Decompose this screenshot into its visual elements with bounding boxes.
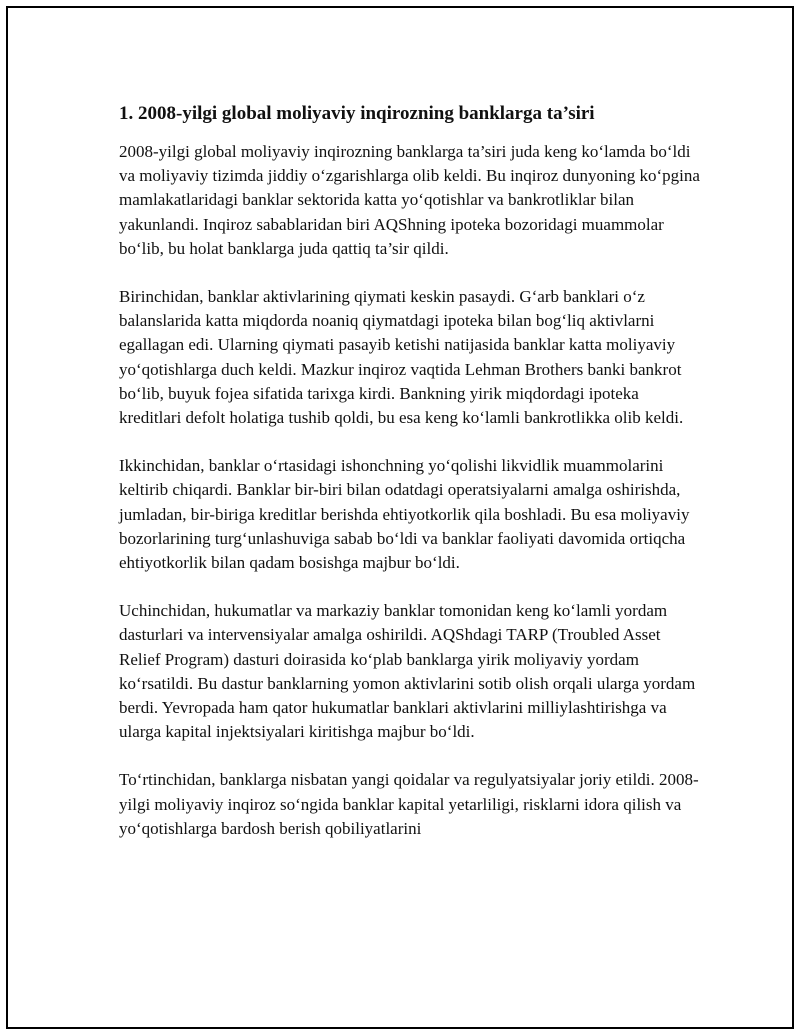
paragraph-fourth-point: To‘rtinchidan, banklarga nisbatan yangi qoidalar va regulyatsiyalar joriy etildi. 2008-yilgi moliyaviy inqiroz so‘ngida banklar kapital yetarliligi, risklarni idora qilish va yo‘qotishlarga bardosh berish qobiliyatlarini	[119, 770, 699, 838]
paragraph-intro: 2008-yilgi global moliyaviy inqirozning banklarga ta’siri juda keng ko‘lamda bo‘ldi va moliyaviy tizimda jiddiy o‘zgarishlarga olib keldi. Bu inqiroz dunyoning ko‘pgina mamlakatlaridagi banklar sektorida katta yo‘qotishlar va bankrotliklar bilan yakunlandi. Inqiroz sabablaridan biri AQShning ipoteka bozoridagi muammolar bo‘lib, bu holat banklarga juda qattiq ta’sir qildi.	[119, 142, 700, 258]
page-frame	[6, 6, 794, 1029]
paragraph-second-point: Ikkinchidan, banklar o‘rtasidagi ishonchning yo‘qolishi likvidlik muammolarini keltirib chiqardi. Banklar bir-biri bilan odatdagi operatsiyalarni amalga oshirishda, jumladan, bir-biriga kreditlar berishda ehtiyotkorlik qila boshladi. Bu esa moliyaviy bozorlarining turg‘unlashuviga sabab bo‘ldi va banklar faoliyati davomida ortiqcha ehtiyotkorlik bilan qadam bosishga majbur bo‘ldi.	[119, 456, 690, 573]
section-heading: 1. 2008-yilgi global moliyaviy inqirozning banklarga ta’siri	[119, 103, 595, 124]
document-body	[119, 100, 704, 865]
paragraph-first-point: Birinchidan, banklar aktivlarining qiymati keskin pasaydi. G‘arb banklari o‘z balanslarida katta miqdorda noaniq qiymatdagi ipoteka bilan bog‘liq aktivlarni egallagan edi. Ularning qiymati pasayib ketishi natijasida banklar katta moliyaviy yo‘qotishlarga duch keldi. Mazkur inqiroz vaqtida Lehman Brothers banki bankrot bo‘lib, buyuk fojea sifatida tarixga kirdi. Bankning yirik miqdordagi ipoteka kreditlari defolt holatiga tushib qoldi, bu esa keng ko‘lamli bankrotlikka olib keldi.	[119, 287, 684, 428]
paragraph-third-point: Uchinchidan, hukumatlar va markaziy banklar tomonidan keng ko‘lamli yordam dasturlari va intervensiyalar amalga oshirildi. AQShdagi TARP (Troubled Asset Relief Program) dasturi doirasida ko‘plab banklarga yirik moliyaviy yordam ko‘rsatildi. Bu dastur banklarning yomon aktivlarini sotib olish orqali ularga yordam berdi. Yevropada ham qator hukumatlar banklari aktivlarini milliylashtirishga va ularga kapital injektsiyalari kiritishga majbur bo‘ldi.	[119, 601, 696, 742]
